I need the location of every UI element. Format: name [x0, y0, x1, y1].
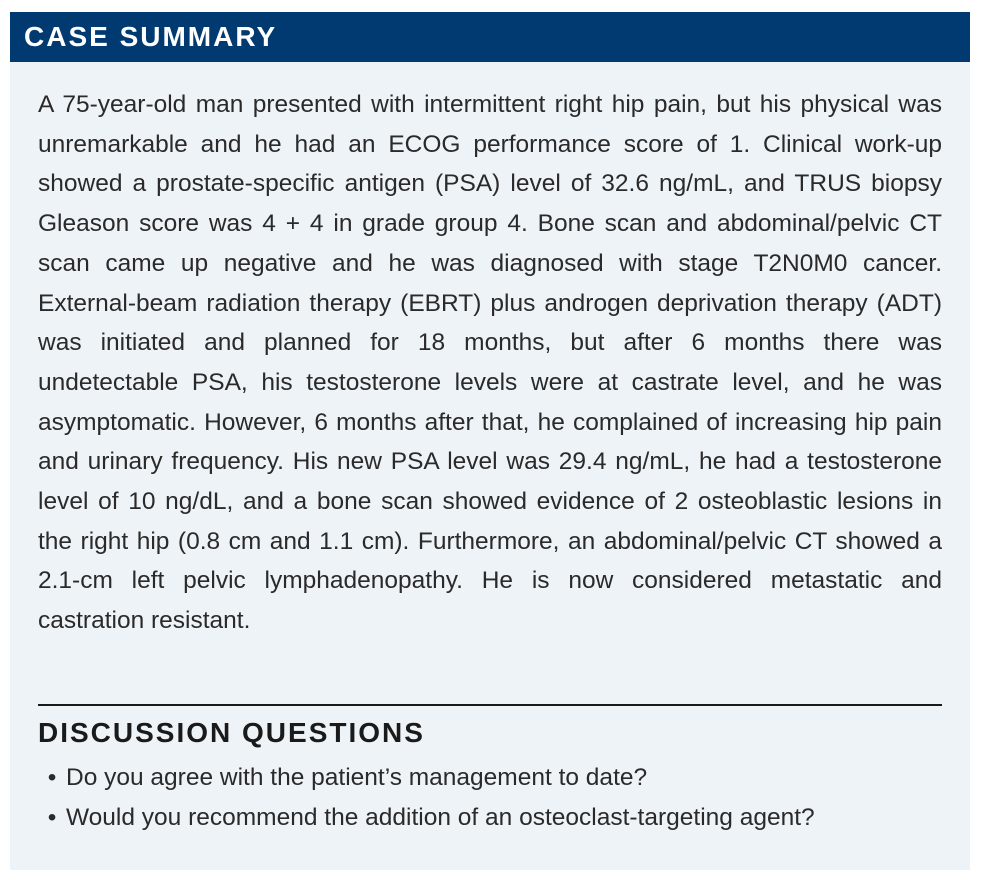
- case-summary-header: [10, 12, 970, 62]
- bullet-icon: •: [47, 803, 57, 831]
- discussion-questions-title: DISCUSSION QUESTIONS: [38, 717, 425, 748]
- list-item: [38, 758, 942, 798]
- section-divider: [38, 704, 942, 706]
- case-summary-title: CASE SUMMARY: [24, 21, 278, 52]
- case-summary-panel: [10, 12, 970, 870]
- question-text: Would you recommend the addition of an osteoclast-targeting agent?: [66, 803, 815, 831]
- bullet-icon: •: [47, 764, 57, 791]
- discussion-questions-list: [38, 758, 942, 837]
- question-text: Do you agree with the patient’s management to date?: [66, 764, 648, 791]
- case-description: A 75-year-old man presented with intermittent right hip pain, but his physical was unremarkable and he had an ECOG performance score of 1. Clinical work-up showed a prostate-specific antigen (PSA) level of 32.6 ng/mL, and TRUS biopsy Gleason score was 4 + 4 in grade group 4. Bone scan and abdominal/pelvic CT scan came up negative and he was diagnosed with stage T2N0M0 cancer. External-beam radiation therapy (EBRT) plus androgen deprivation therapy (ADT) was initiated and planned for 18 months, but after 6 months there was undetectable PSA, his testosterone levels were at castrate level, and he was asymptomatic. However, 6 months after that, he complained of increasing hip pain and urinary frequency. His new PSA level was 29.4 ng/mL, he had a testosterone level of 10 ng/dL, and a bone scan showed evidence of 2 osteoblastic lesions in the right hip (0.8 cm and 1.1 cm). Furthermore, an abdominal/pelvic CT showed a 2.1-cm left pelvic lymphadenopathy. He is now considered metastatic and castration resistant.: [38, 91, 942, 635]
- list-item: [38, 798, 942, 838]
